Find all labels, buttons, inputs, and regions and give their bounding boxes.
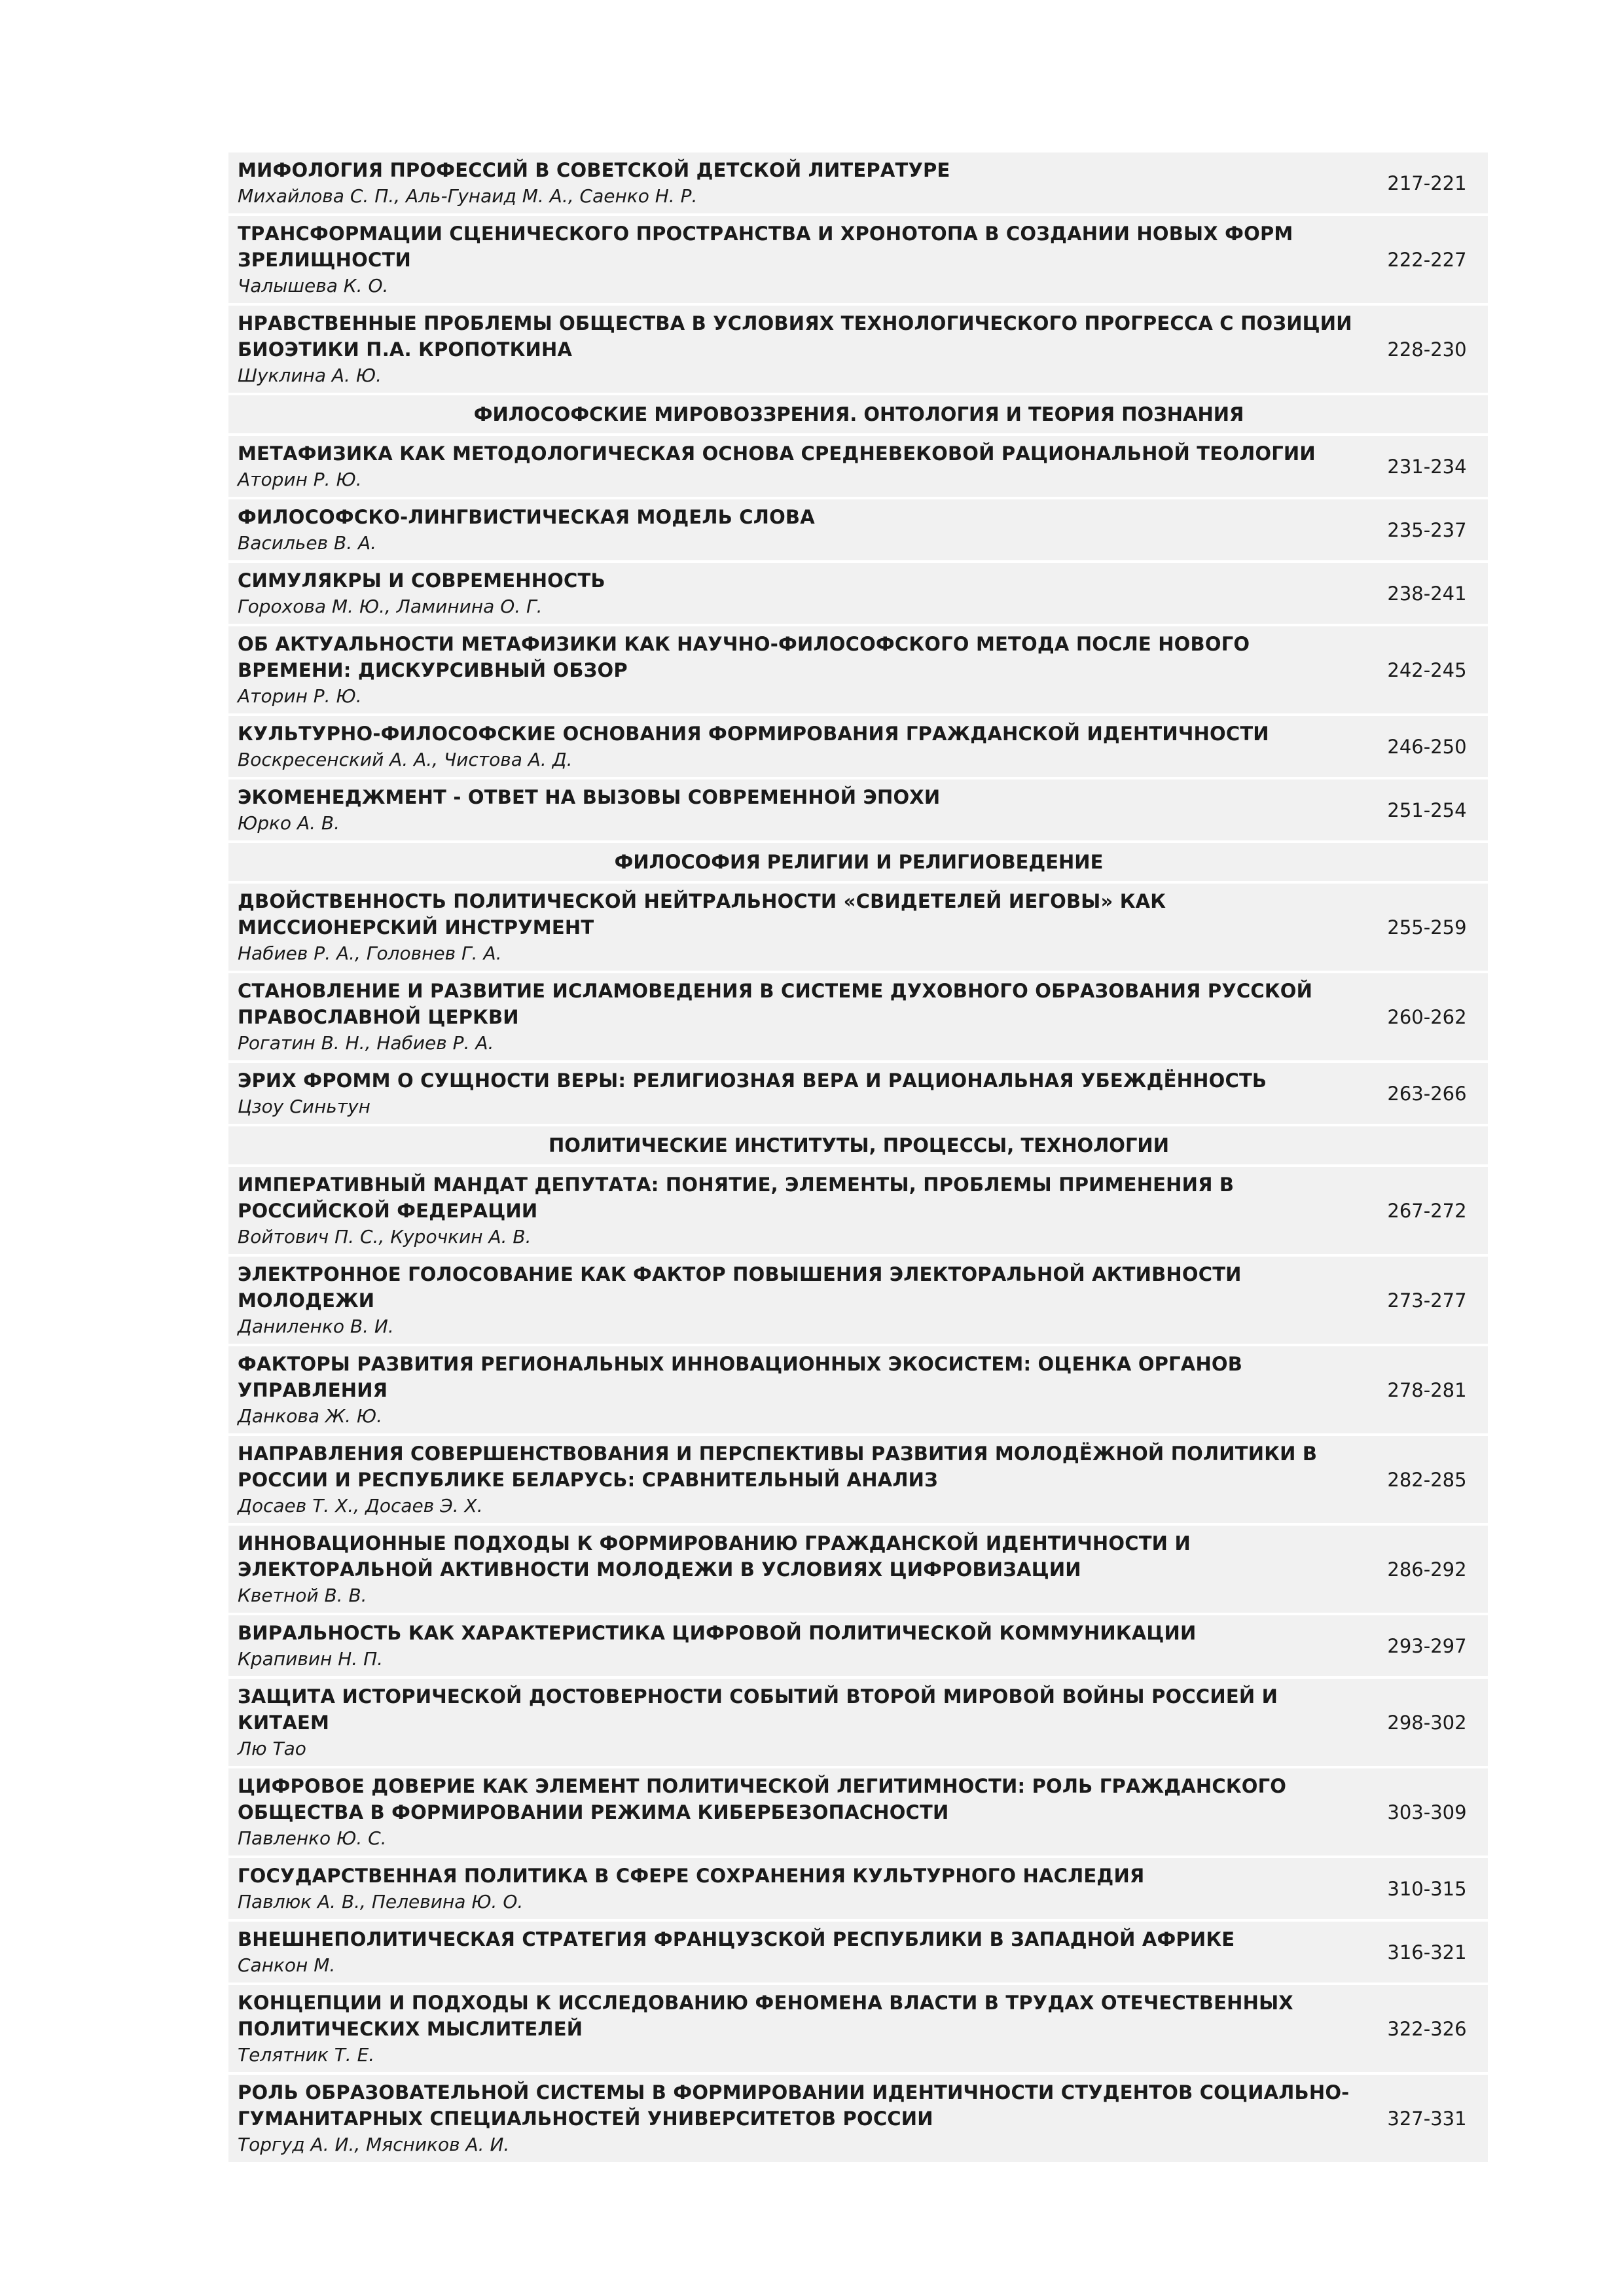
article-authors: Васильев В. А. (238, 532, 377, 554)
article-pages: 260-262 (1387, 1005, 1467, 1028)
article-title: ГОСУДАРСТВЕННАЯ ПОЛИТИКА В СФЕРЕ СОХРАНЕНИЯ КУЛЬТУРНОГО НАСЛЕДИЯ (238, 1865, 1145, 1887)
article-authors: Лю Тао (238, 1738, 306, 1759)
article-authors: Чалышева К. О. (238, 275, 389, 296)
section-title: ФИЛОСОФИЯ РЕЛИГИИ И РЕЛИГИОВЕДЕНИЕ (614, 851, 1104, 873)
article-pages: 217-221 (1387, 171, 1467, 194)
toc-row (228, 499, 1488, 560)
article-authors: Рогатин В. Н., Набиев Р. А. (238, 1032, 494, 1054)
toc-row (228, 626, 1488, 713)
article-pages: 255-259 (1387, 916, 1467, 939)
article-authors: Торгуд А. И., Мясников А. И. (238, 2134, 510, 2155)
toc-row (228, 436, 1488, 497)
toc-row (228, 1679, 1488, 1766)
toc-row (228, 1922, 1488, 1982)
article-pages: 303-309 (1387, 1801, 1467, 1823)
article-pages: 293-297 (1387, 1634, 1467, 1657)
article-title: ЦИФРОВОЕ ДОВЕРИЕ КАК ЭЛЕМЕНТ ПОЛИТИЧЕСКОЙ ЛЕГИТИМНОСТИ: РОЛЬ ГРАЖДАНСКОГО ОБЩЕСТВА В ФОРМИРОВАНИИ РЕЖИМА КИБЕРБЕЗОПАСНОСТИ (238, 1775, 1287, 1823)
article-title: ФАКТОРЫ РАЗВИТИЯ РЕГИОНАЛЬНЫХ ИННОВАЦИОННЫХ ЭКОСИСТЕМ: ОЦЕНКА ОРГАНОВ УПРАВЛЕНИЯ (238, 1353, 1243, 1401)
toc-table (228, 152, 1488, 2164)
section-row (228, 843, 1488, 881)
article-title: ДВОЙСТВЕННОСТЬ ПОЛИТИЧЕСКОЙ НЕЙТРАЛЬНОСТИ «СВИДЕТЕЛЕЙ ИЕГОВЫ» КАК МИССИОНЕРСКИЙ ИНСТРУМЕНТ (238, 890, 1166, 939)
section-title: ПОЛИТИЧЕСКИЕ ИНСТИТУТЫ, ПРОЦЕССЫ, ТЕХНОЛОГИИ (549, 1134, 1169, 1157)
article-title: СТАНОВЛЕНИЕ И РАЗВИТИЕ ИСЛАМОВЕДЕНИЯ В СИСТЕМЕ ДУХОВНОГО ОБРАЗОВАНИЯ РУССКОЙ ПРАВОСЛАВНОЙ ЦЕРКВИ (238, 980, 1313, 1028)
article-title: РОЛЬ ОБРАЗОВАТЕЛЬНОЙ СИСТЕМЫ В ФОРМИРОВАНИИ ИДЕНТИЧНОСТИ СТУДЕНТОВ СОЦИАЛЬНО-ГУМАНИТАРНЫХ СПЕЦИАЛЬНОСТЕЙ УНИВЕРСИТЕТОВ РОССИИ (238, 2081, 1350, 2130)
article-title: ЭЛЕКТРОННОЕ ГОЛОСОВАНИЕ КАК ФАКТОР ПОВЫШЕНИЯ ЭЛЕКТОРАЛЬНОЙ АКТИВНОСТИ МОЛОДЕЖИ (238, 1263, 1242, 1312)
article-authors: Воскресенский А. А., Чистова А. Д. (238, 749, 573, 770)
article-main (228, 1257, 1366, 1344)
article-pages: 231-234 (1387, 455, 1467, 478)
article-title: МИФОЛОГИЯ ПРОФЕССИЙ В СОВЕТСКОЙ ДЕТСКОЙ ЛИТЕРАТУРЕ (238, 159, 950, 181)
article-main (228, 1167, 1366, 1254)
article-pages: 238-241 (1387, 582, 1467, 605)
article-authors: Шуклина А. Ю. (238, 365, 382, 386)
article-title: ЭКОМЕНЕДЖМЕНТ - ОТВЕТ НА ВЫЗОВЫ СОВРЕМЕННОЙ ЭПОХИ (238, 786, 941, 808)
article-main (228, 626, 1366, 713)
article-main (228, 1858, 1366, 1919)
article-title: НАПРАВЛЕНИЯ СОВЕРШЕНСТВОВАНИЯ И ПЕРСПЕКТИВЫ РАЗВИТИЯ МОЛОДЁЖНОЙ ПОЛИТИКИ В РОССИИ И РЕСПУБЛИКЕ БЕЛАРУСЬ: СРАВНИТЕЛЬНЫЙ АНАЛИЗ (238, 1443, 1318, 1491)
article-authors: Санкон М. (238, 1954, 336, 1976)
article-main (228, 780, 1366, 840)
article-main (228, 1922, 1366, 1982)
article-main (228, 1985, 1366, 2072)
article-main (228, 152, 1366, 213)
article-authors: Досаев Т. Х., Досаев Э. Х. (238, 1495, 483, 1516)
article-main (228, 1346, 1366, 1433)
article-pages: 298-302 (1387, 1711, 1467, 1734)
toc-row (228, 1257, 1488, 1344)
article-title: ТРАНСФОРМАЦИИ СЦЕНИЧЕСКОГО ПРОСТРАНСТВА И ХРОНОТОПА В СОЗДАНИИ НОВЫХ ФОРМ ЗРЕЛИЩНОСТИ (238, 223, 1293, 271)
article-pages: 228-230 (1387, 338, 1467, 361)
article-main (228, 499, 1366, 560)
article-authors: Юрко А. В. (238, 812, 340, 834)
toc-row (228, 716, 1488, 777)
article-title: ВНЕШНЕПОЛИТИЧЕСКАЯ СТРАТЕГИЯ ФРАНЦУЗСКОЙ РЕСПУБЛИКИ В ЗАПАДНОЙ АФРИКЕ (238, 1928, 1235, 1950)
toc-row (228, 306, 1488, 393)
article-pages: 322-326 (1387, 2017, 1467, 2040)
article-main (228, 1063, 1366, 1124)
article-title: ВИРАЛЬНОСТЬ КАК ХАРАКТЕРИСТИКА ЦИФРОВОЙ ПОЛИТИЧЕСКОЙ КОММУНИКАЦИИ (238, 1622, 1197, 1644)
section-row (228, 395, 1488, 433)
toc-row (228, 884, 1488, 971)
article-authors: Даниленко В. И. (238, 1316, 394, 1337)
toc-row (228, 216, 1488, 303)
article-pages: 246-250 (1387, 735, 1467, 758)
article-pages: 278-281 (1387, 1378, 1467, 1401)
article-pages: 282-285 (1387, 1468, 1467, 1491)
article-title: КОНЦЕПЦИИ И ПОДХОДЫ К ИССЛЕДОВАНИЮ ФЕНОМЕНА ВЛАСТИ В ТРУДАХ ОТЕЧЕСТВЕННЫХ ПОЛИТИЧЕСКИХ МЫСЛИТЕЛЕЙ (238, 1992, 1293, 2040)
article-pages: 251-254 (1387, 798, 1467, 821)
article-pages: 310-315 (1387, 1877, 1467, 1900)
article-title: КУЛЬТУРНО-ФИЛОСОФСКИЕ ОСНОВАНИЯ ФОРМИРОВАНИЯ ГРАЖДАНСКОЙ ИДЕНТИЧНОСТИ (238, 723, 1269, 745)
article-authors: Павленко Ю. С. (238, 1827, 387, 1849)
article-main (228, 1526, 1366, 1613)
article-authors: Набиев Р. А., Головнев Г. А. (238, 942, 502, 964)
article-pages: 222-227 (1387, 248, 1467, 271)
article-main (228, 216, 1366, 303)
article-title: МЕТАФИЗИКА КАК МЕТОДОЛОГИЧЕСКАЯ ОСНОВА СРЕДНЕВЕКОВОЙ РАЦИОНАЛЬНОЙ ТЕОЛОГИИ (238, 442, 1316, 465)
article-authors: Михайлова С. П., Аль-Гунаид М. А., Саенко Н. Р. (238, 185, 698, 207)
article-main (228, 973, 1366, 1060)
toc-row (228, 1768, 1488, 1856)
article-main (228, 2075, 1366, 2162)
article-pages: 286-292 (1387, 1558, 1467, 1581)
toc-row (228, 1167, 1488, 1254)
article-title: НРАВСТВЕННЫЕ ПРОБЛЕМЫ ОБЩЕСТВА В УСЛОВИЯХ ТЕХНОЛОГИЧЕСКОГО ПРОГРЕССА С ПОЗИЦИИ БИОЭТИКИ П.А. КРОПОТКИНА (238, 312, 1352, 361)
article-title: ОБ АКТУАЛЬНОСТИ МЕТАФИЗИКИ КАК НАУЧНО-ФИЛОСОФСКОГО МЕТОДА ПОСЛЕ НОВОГО ВРЕМЕНИ: ДИСКУРСИВНЫЙ ОБЗОР (238, 633, 1250, 681)
article-authors: Кветной В. В. (238, 1585, 367, 1606)
article-pages: 263-266 (1387, 1082, 1467, 1105)
article-authors: Павлюк А. В., Пелевина Ю. О. (238, 1891, 524, 1912)
toc-row (228, 1615, 1488, 1676)
article-main (228, 1768, 1366, 1856)
article-title: ЭРИХ ФРОММ О СУЩНОСТИ ВЕРЫ: РЕЛИГИОЗНАЯ ВЕРА И РАЦИОНАЛЬНАЯ УБЕЖДЁННОСТЬ (238, 1069, 1267, 1092)
article-authors: Телятник Т. Е. (238, 2044, 375, 2066)
toc-row (228, 2075, 1488, 2162)
article-main (228, 716, 1366, 777)
article-main (228, 884, 1366, 971)
article-title: ИМПЕРАТИВНЫЙ МАНДАТ ДЕПУТАТА: ПОНЯТИЕ, ЭЛЕМЕНТЫ, ПРОБЛЕМЫ ПРИМЕНЕНИЯ В РОССИЙСКОЙ ФЕДЕРАЦИИ (238, 1174, 1235, 1222)
toc-row (228, 1526, 1488, 1613)
article-main (228, 1679, 1366, 1766)
article-title: ЗАЩИТА ИСТОРИЧЕСКОЙ ДОСТОВЕРНОСТИ СОБЫТИЙ ВТОРОЙ МИРОВОЙ ВОЙНЫ РОССИЕЙ И КИТАЕМ (238, 1685, 1278, 1734)
toc-row (228, 152, 1488, 213)
toc-row (228, 1858, 1488, 1919)
article-authors: Аторин Р. Ю. (238, 685, 362, 707)
article-pages: 327-331 (1387, 2107, 1467, 2130)
toc-row (228, 1436, 1488, 1523)
article-main (228, 1436, 1366, 1523)
toc-row (228, 780, 1488, 840)
article-main (228, 436, 1366, 497)
article-title: ИННОВАЦИОННЫЕ ПОДХОДЫ К ФОРМИРОВАНИЮ ГРАЖДАНСКОЙ ИДЕНТИЧНОСТИ И ЭЛЕКТОРАЛЬНОЙ АКТИВНОСТИ МОЛОДЕЖИ В УСЛОВИЯХ ЦИФРОВИЗАЦИИ (238, 1532, 1191, 1581)
section-title: ФИЛОСОФСКИЕ МИРОВОЗЗРЕНИЯ. ОНТОЛОГИЯ И ТЕОРИЯ ПОЗНАНИЯ (473, 403, 1244, 425)
article-pages: 235-237 (1387, 518, 1467, 541)
article-pages: 242-245 (1387, 658, 1467, 681)
article-title: ФИЛОСОФСКО-ЛИНГВИСТИЧЕСКАЯ МОДЕЛЬ СЛОВА (238, 506, 815, 528)
article-main (228, 306, 1366, 393)
article-pages: 316-321 (1387, 1941, 1467, 1964)
article-pages: 267-272 (1387, 1199, 1467, 1222)
article-authors: Войтович П. С., Курочкин А. В. (238, 1226, 532, 1247)
article-pages: 273-277 (1387, 1289, 1467, 1312)
article-main (228, 563, 1366, 624)
article-authors: Данкова Ж. Ю. (238, 1405, 383, 1427)
article-authors: Цзоу Синьтун (238, 1096, 370, 1117)
article-main (228, 1615, 1366, 1676)
toc-row (228, 563, 1488, 624)
toc-row (228, 1063, 1488, 1124)
article-authors: Аторин Р. Ю. (238, 469, 362, 490)
section-row (228, 1126, 1488, 1164)
article-authors: Горохова М. Ю., Ламинина О. Г. (238, 596, 543, 617)
article-authors: Крапивин Н. П. (238, 1648, 384, 1670)
toc-row (228, 1985, 1488, 2072)
toc-row (228, 1346, 1488, 1433)
article-title: СИМУЛЯКРЫ И СОВРЕМЕННОСТЬ (238, 569, 605, 592)
toc-row (228, 973, 1488, 1060)
